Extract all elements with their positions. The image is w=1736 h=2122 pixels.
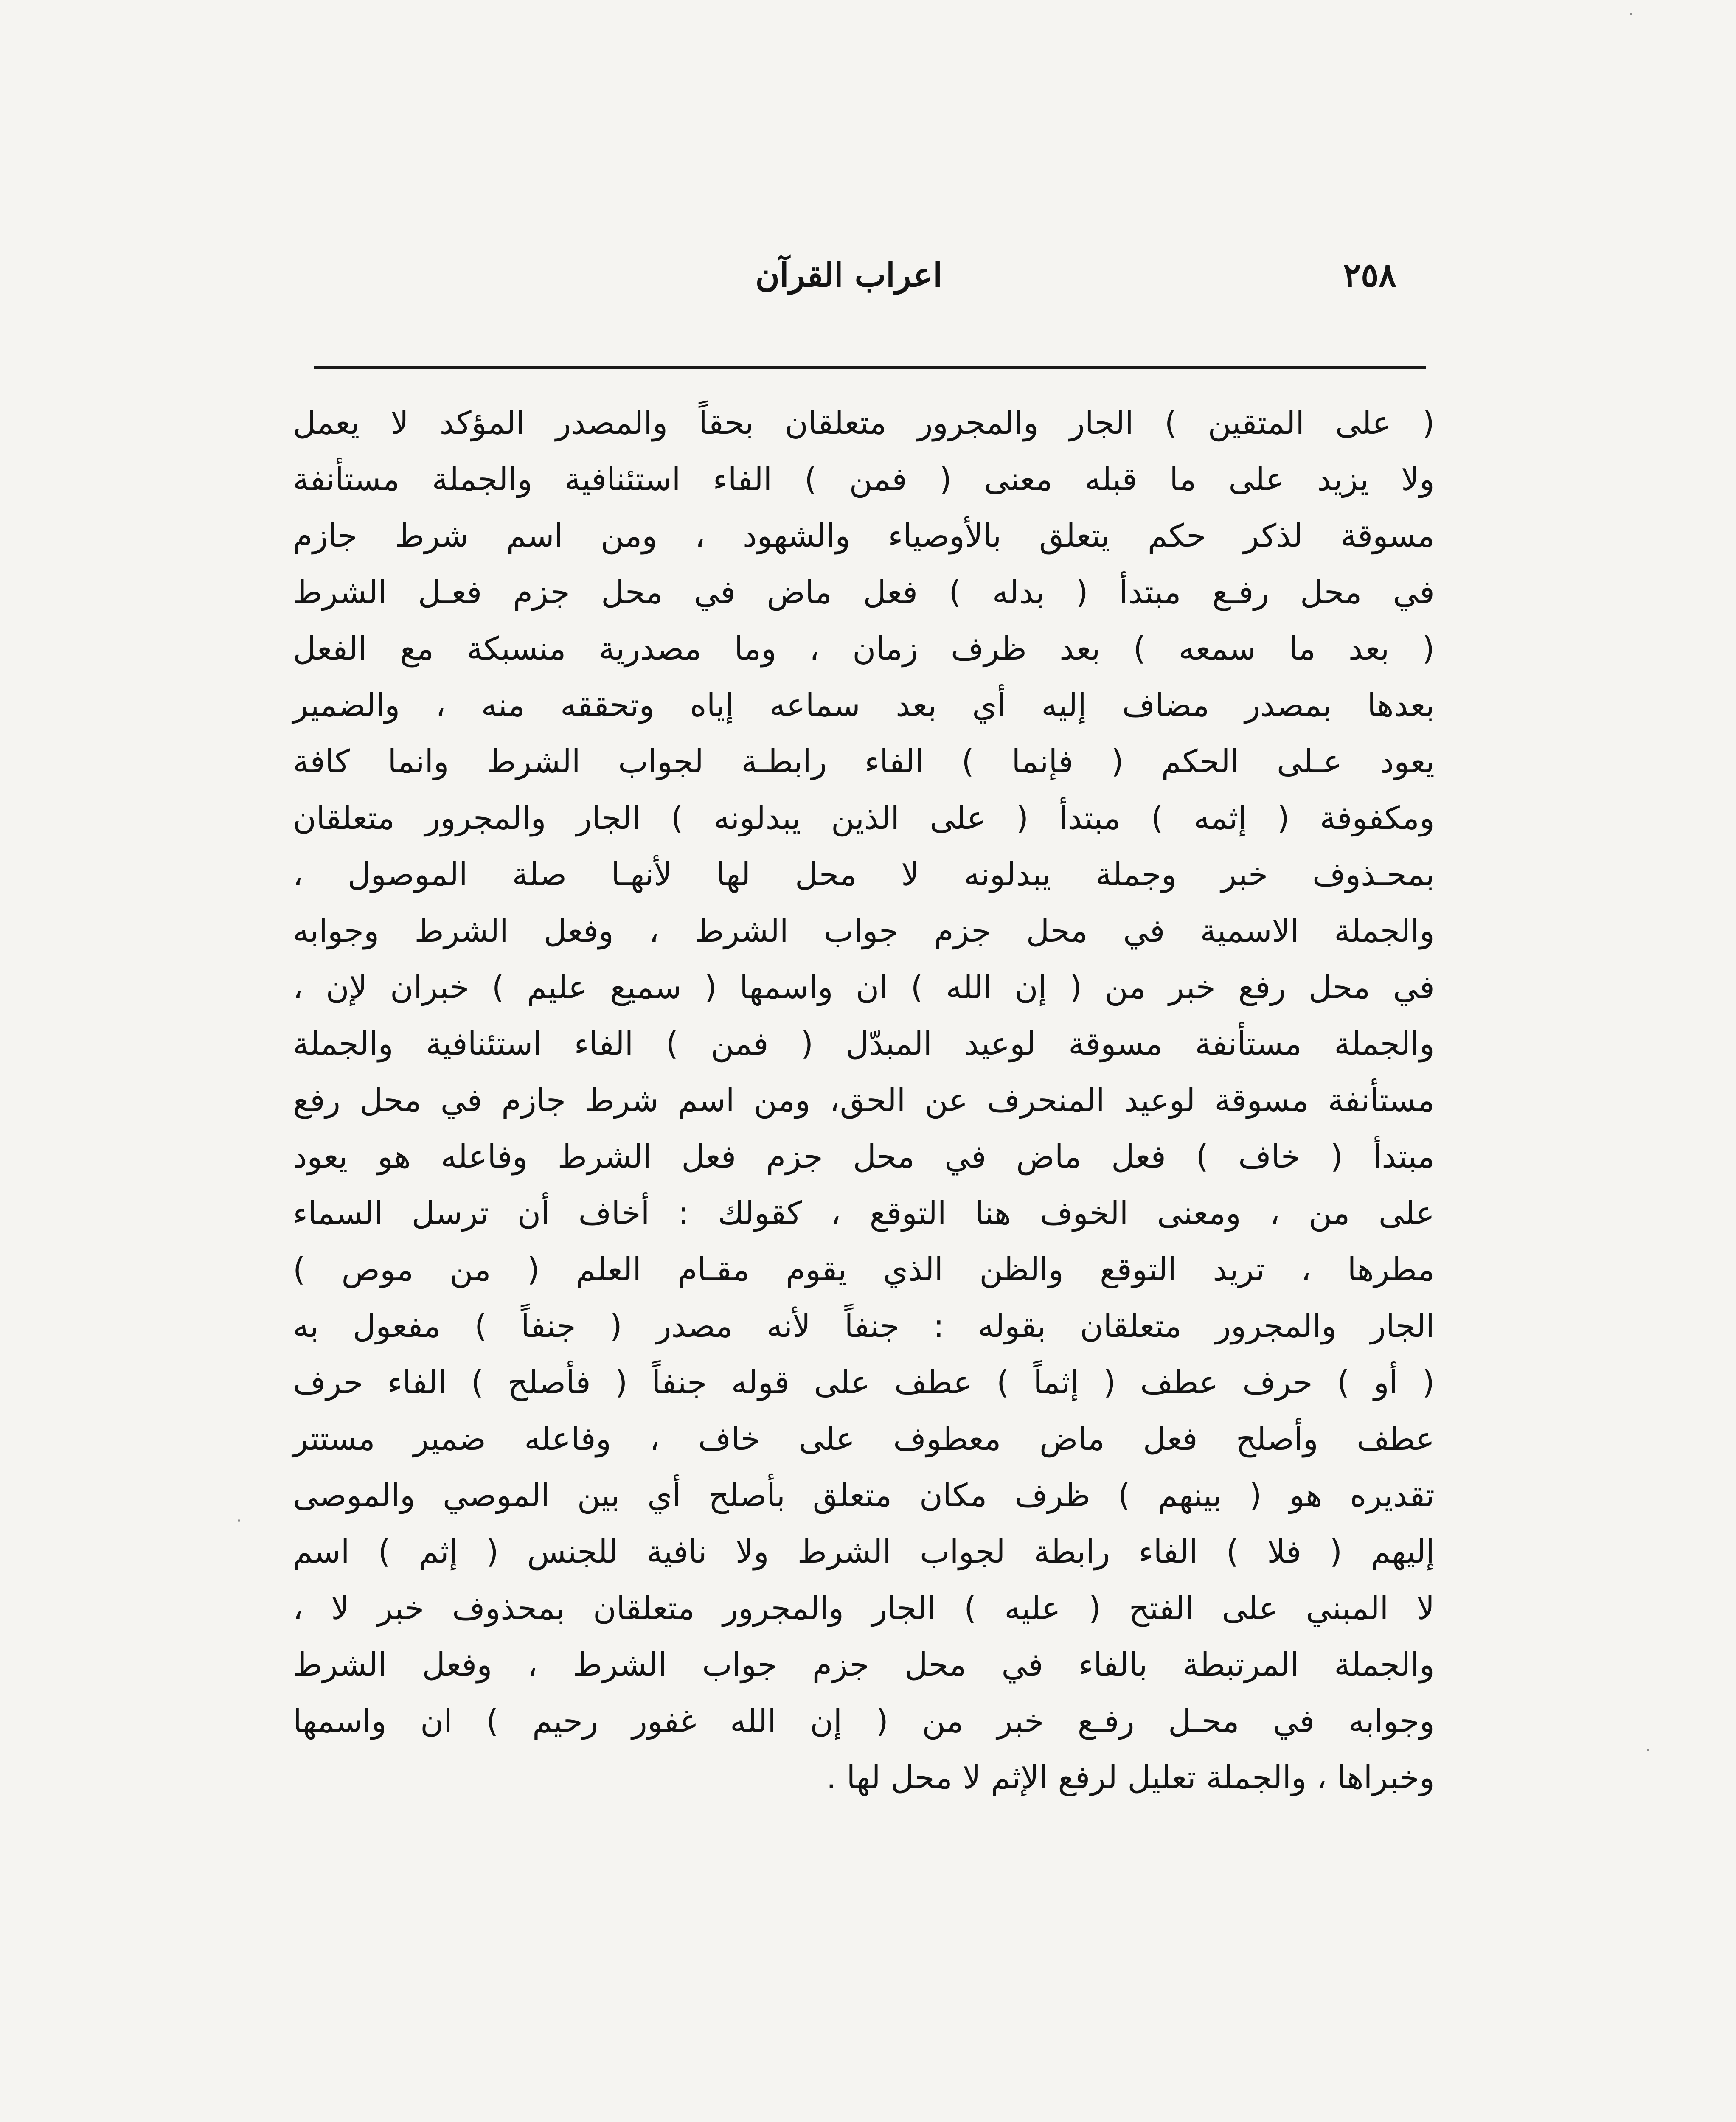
header-rule bbox=[314, 366, 1426, 369]
text-line: على من ، ومعنى الخوف هنا التوقع ، كقولك : أخاف أن ترسل السماء bbox=[293, 1194, 1435, 1232]
text-line: والجملة مستأنفة مسوقة لوعيد المبدّل ( فمن ) الفاء استئنافية والجملة bbox=[293, 1025, 1435, 1062]
text-line: بعدها بمصدر مضاف إليه أي بعد سماعه إياه وتحققه منه ، والضمير bbox=[293, 686, 1435, 724]
body-text bbox=[293, 395, 1435, 1806]
text-line: مسوقة لذكر حكم يتعلق بالأوصياء والشهود ، ومن اسم شرط جازم bbox=[293, 517, 1435, 554]
text-line: مطرها ، تريد التوقع والظن الذي يقوم مقـام العلم ( من موص ) bbox=[293, 1251, 1435, 1288]
scan-speck bbox=[1647, 1749, 1649, 1751]
scan-speck bbox=[1630, 13, 1632, 15]
text-line: الجار والمجرور متعلقان بقوله : جنفاً لأنه مصدر ( جنفاً ) مفعول به bbox=[293, 1307, 1435, 1344]
text-line: ( على المتقين ) الجار والمجرور متعلقان بحقاً والمصدر المؤكد لا يعمل bbox=[293, 404, 1435, 441]
text-line: ( بعد ما سمعه ) بعد ظرف زمان ، وما مصدرية منسبكة مع الفعل bbox=[293, 630, 1435, 667]
text-line: لا المبني على الفتح ( عليه ) الجار والمجرور متعلقان بمحذوف خبر لا ، bbox=[293, 1589, 1435, 1627]
text-line: بمحـذوف خبر وجملة يبدلونه لا محل لها لأنهـا صلة الموصول ، bbox=[293, 856, 1435, 893]
text-line: في محل رفـع مبتدأ ( بدله ) فعل ماض في محل جزم فعـل الشرط bbox=[293, 573, 1435, 611]
scan-speck bbox=[238, 1519, 240, 1522]
text-line: مبتدأ ( خاف ) فعل ماض في محل جزم فعل الشرط وفاعله هو يعود bbox=[293, 1138, 1435, 1175]
text-line: وجوابه في محـل رفـع خبر من ( إن الله غفور رحيم ) ان واسمها bbox=[293, 1702, 1435, 1740]
text-line: في محل رفع خبر من ( إن الله ) ان واسمها ( سميع عليم ) خبران لإن ، bbox=[293, 968, 1435, 1006]
text-line: عطف وأصلح فعل ماض معطوف على خاف ، وفاعله ضمير مستتر bbox=[293, 1420, 1435, 1457]
text-line: والجملة المرتبطة بالفاء في محل جزم جواب الشرط ، وفعل الشرط bbox=[293, 1646, 1435, 1683]
running-title: اعراب القرآن bbox=[755, 256, 942, 295]
text-line: ومكفوفة ( إثمه ) مبتدأ ( على الذين يبدلونه ) الجار والمجرور متعلقان bbox=[293, 799, 1435, 836]
text-line: والجملة الاسمية في محل جزم جواب الشرط ، وفعل الشرط وجوابه bbox=[293, 912, 1435, 949]
page-number: ٢٥٨ bbox=[1343, 256, 1396, 295]
text-line: إليهم ( فلا ) الفاء رابطة لجواب الشرط ولا نافية للجنس ( إثم ) اسم bbox=[293, 1533, 1435, 1570]
text-line: مستأنفة مسوقة لوعيد المنحرف عن الحق، ومن اسم شرط جازم في محل رفع bbox=[293, 1081, 1435, 1119]
page-header bbox=[314, 250, 1426, 323]
text-line: يعود عـلى الحكم ( فإنما ) الفاء رابطـة لجواب الشرط وانما كافة bbox=[293, 743, 1435, 780]
text-line: ( أو ) حرف عطف ( إثماً ) عطف على قوله جنفاً ( فأصلح ) الفاء حرف bbox=[293, 1364, 1435, 1401]
text-line: تقديره هو ( بينهم ) ظرف مكان متعلق بأصلح أي بين الموصي والموصى bbox=[293, 1476, 1435, 1514]
text-line: وخبراها ، والجملة تعليل لرفع الإثم لا محل لها . bbox=[826, 1759, 1435, 1796]
text-line: ولا يزيد على ما قبله معنى ( فمن ) الفاء استئنافية والجملة مستأنفة bbox=[293, 460, 1435, 498]
